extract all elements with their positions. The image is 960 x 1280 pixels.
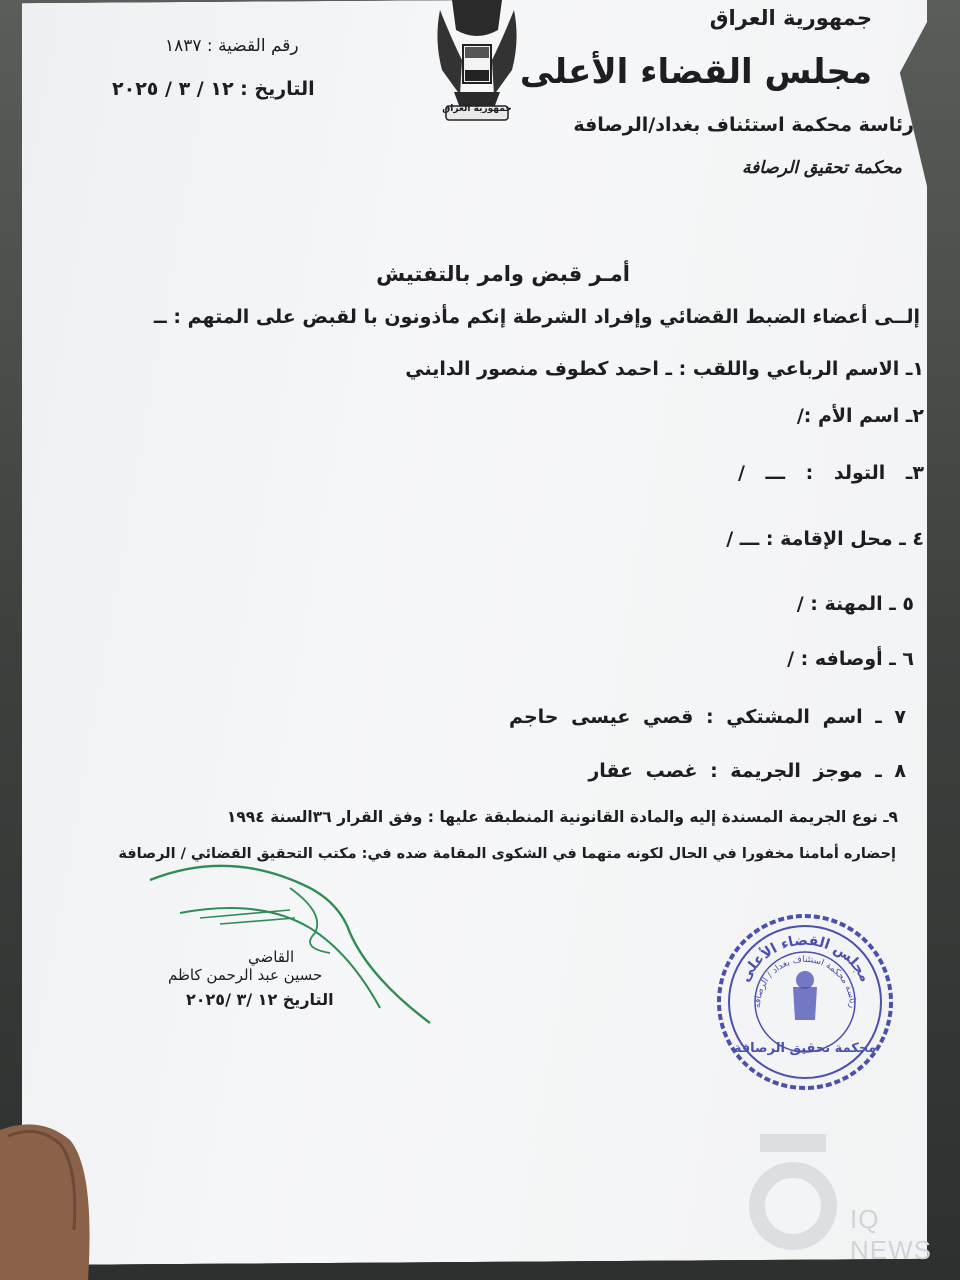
order-title: أمـر قبض وامر بالتفتيش bbox=[376, 262, 630, 286]
seal-middle-text: رئاسة محكمة استئناف بغداد / الرصافة bbox=[752, 954, 858, 1009]
case-number: رقم القضية : ١٨٣٧ bbox=[165, 36, 299, 56]
field-residence: ٤ ـ محل الإقامة : ـــ / bbox=[726, 528, 924, 550]
emblem-caption: جمهورية العراق bbox=[442, 104, 512, 114]
thumb-image bbox=[0, 1110, 90, 1280]
field-profession: ٥ ـ المهنة : / bbox=[796, 593, 914, 615]
seal-outer-text: مجلس القضاء الأعلى bbox=[737, 932, 874, 985]
iq-news-brand: IQ NEWS bbox=[850, 1204, 932, 1265]
field-crime-type: ٩ـ نوع الجريمة المسندة إليه والمادة القانونية المنطبقة عليها : وفق القرار ٣٦السنة ١٩٩٤ bbox=[226, 808, 898, 826]
header-country: جمهورية العراق bbox=[709, 6, 872, 30]
case-date: التاريخ : ١٢ / ٣ / ٢٠٢٥ bbox=[112, 78, 315, 100]
judge-date: التاريخ ١٢ /٣ /٢٠٢٥ bbox=[186, 990, 334, 1009]
field-full-name: ١ـ الاسم الرباعي واللقب : ـ احمد كطوف منصور الدايني bbox=[405, 358, 924, 380]
header-court: محكمة تحقيق الرصافة bbox=[742, 158, 902, 178]
field-mother-name: ٢ـ اسم الأم :/ bbox=[796, 405, 924, 427]
seal-bottom-text: محكمة تحقيق الرصافة bbox=[733, 1041, 877, 1056]
order-addressee: إلــى أعضاء الضبط القضائي وإفراد الشرطة إنكم مأذونون با لقبض على المتهم : ــ bbox=[153, 306, 920, 328]
field-crime-summary: ٨ ـ موجز الجريمة : غصب عقار bbox=[588, 760, 906, 782]
header-council: مجلس القضاء الأعلى bbox=[519, 52, 872, 92]
field-complainant: ٧ ـ اسم المشتكي : قصي عيسى حاجم bbox=[509, 706, 906, 728]
field-bring-before: إحضاره أمامنا مخفورا في الحال لكونه متهما في الشكوى المقامة ضده في: مكتب التحقيق القضائي / الرصافة bbox=[118, 846, 896, 862]
judge-name: حسين عبد الرحمن كاظم bbox=[168, 966, 323, 984]
field-description: ٦ ـ أوصافه : / bbox=[787, 648, 914, 670]
iq-news-logo-icon bbox=[738, 1130, 848, 1250]
field-birth: ٣ـ التولد : ـــ / bbox=[737, 462, 924, 484]
header-presidency: رئاسة محكمة استئناف بغداد/الرصافة bbox=[573, 114, 914, 136]
court-seal-icon bbox=[715, 912, 895, 1092]
judge-title: القاضي bbox=[248, 948, 295, 966]
